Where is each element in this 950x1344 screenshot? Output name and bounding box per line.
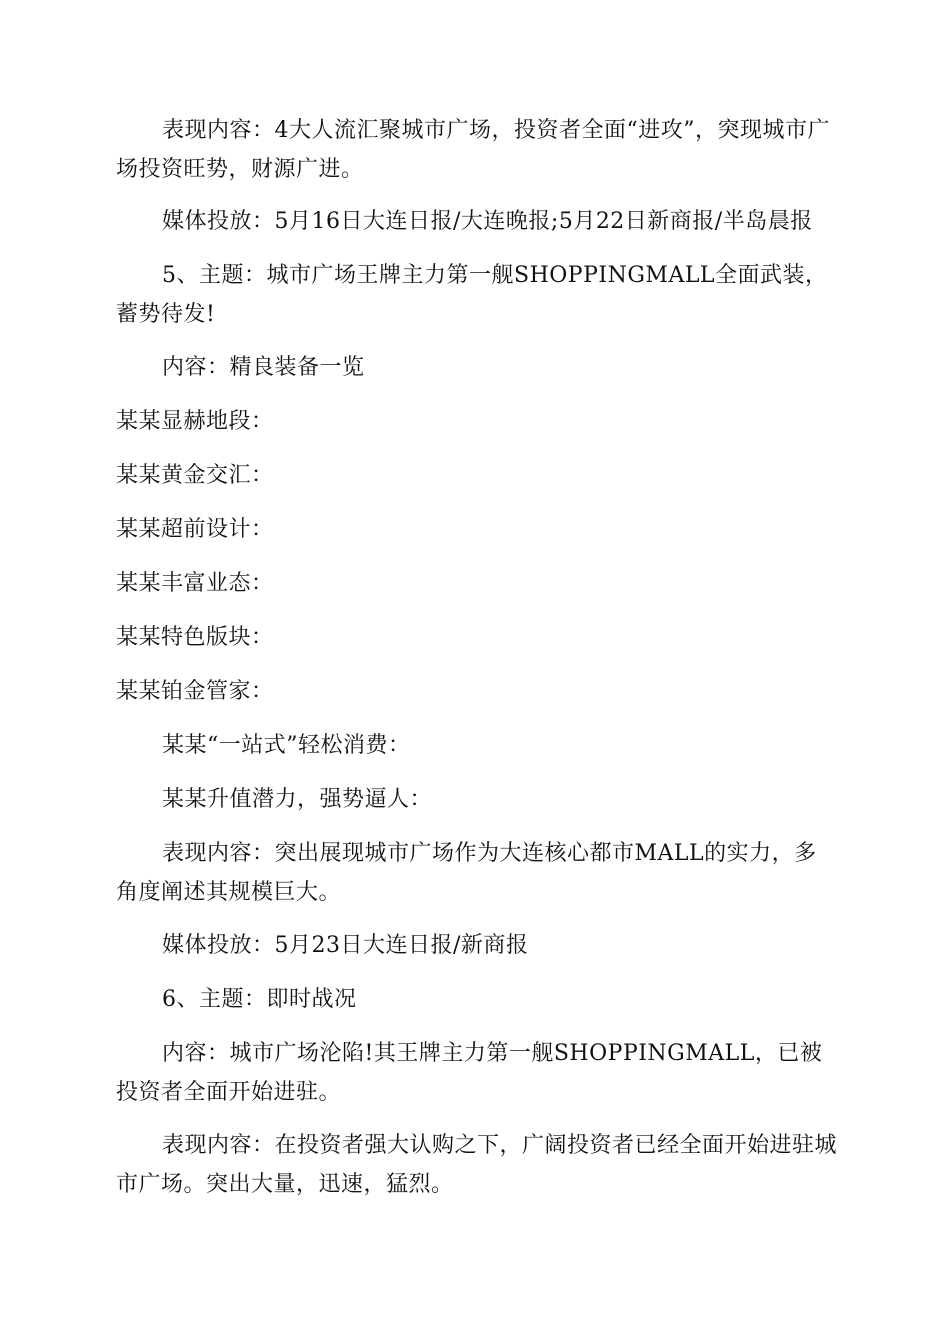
paragraph-theme-6: 6、主题：即时战况 — [162, 987, 357, 1012]
list-item-butler: 某某铂金管家： — [116, 679, 274, 704]
list-item-business-forms: 某某丰富业态： — [116, 571, 274, 596]
paragraph-presentation-content-2: 表现内容：突出展现城市广场作为大连核心都市MALL的实力，多角度阐述其规模巨大。 — [116, 841, 817, 905]
list-item-special-sections: 某某特色版块： — [116, 625, 274, 650]
paragraph-media-placement-2: 媒体投放：5月23日大连日报/新商报 — [162, 933, 529, 958]
list-item-design: 某某超前设计： — [116, 517, 274, 542]
paragraph-content-occupation: 内容：城市广场沦陷!其王牌主力第一舰SHOPPINGMALL，已被投资者全面开始进驻。 — [116, 1041, 823, 1105]
list-item-one-stop: 某某“一站式”轻松消费： — [162, 733, 411, 758]
paragraph-presentation-content-3: 表现内容：在投资者强大认购之下，广阔投资者已经全面开始进驻城市广场。突出大量，迅速，猛烈。 — [116, 1133, 838, 1197]
list-item-location: 某某显赫地段： — [116, 409, 274, 434]
list-item-intersection: 某某黄金交汇： — [116, 463, 274, 488]
paragraph-content-equipment: 内容：精良装备一览 — [162, 355, 365, 380]
paragraph-theme-5: 5、主题：城市广场王牌主力第一舰SHOPPINGMALL全面武装，蓄势待发! — [116, 263, 828, 327]
list-item-appreciation: 某某升值潜力，强势逼人： — [162, 787, 433, 812]
paragraph-presentation-content-1: 表现内容：4大人流汇聚城市广场，投资者全面“进攻”，突现城市广场投资旺势，财源广进。 — [116, 118, 830, 182]
paragraph-media-placement-1: 媒体投放：5月16日大连日报/大连晚报;5月22日新商报/半岛晨报 — [162, 209, 813, 234]
